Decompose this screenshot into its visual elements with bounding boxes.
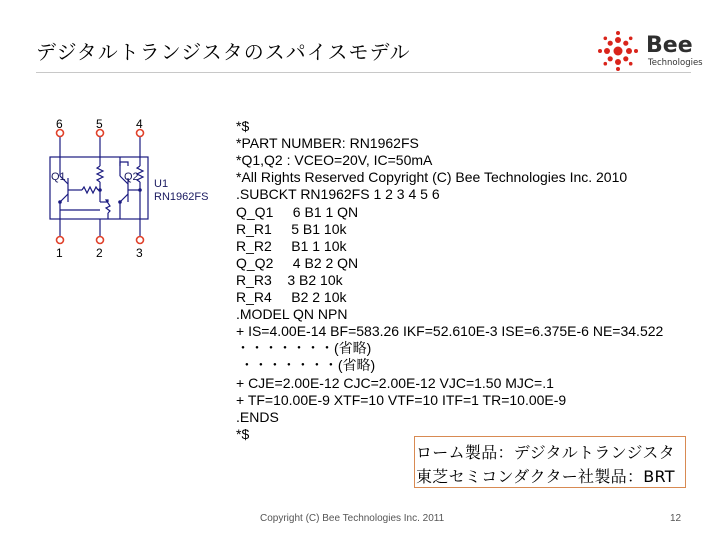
spice-line: .SUBCKT RN1962FS 1 2 3 4 5 6: [236, 186, 440, 203]
spice-line: *All Rights Reserved Copyright (C) Bee Technologies Inc. 2010: [236, 169, 628, 186]
spice-line: R_R1 5 B1 10k: [236, 220, 347, 237]
spice-line: .ENDS: [236, 408, 279, 425]
spice-line: R_R2 B1 1 10k: [236, 237, 347, 254]
slide-title: デジタルトランジスタのスパイスモデル: [36, 40, 411, 64]
spice-line: ・・・・・・・(省略): [236, 357, 376, 374]
pin-4-label: 4: [136, 117, 143, 131]
footer-copyright: Copyright (C) Bee Technologies Inc. 2011: [260, 513, 445, 524]
spice-line: Q_Q1 6 B1 1 QN: [236, 203, 359, 220]
q2-label: Q2: [124, 171, 139, 183]
part-number-label: RN1962FS: [154, 191, 209, 203]
note-line-rohm: ローム製品：デジタルトランジスタ: [416, 443, 675, 462]
ref-designator: U1: [154, 178, 169, 190]
spice-line: ・・・・・・・(省略): [236, 340, 372, 357]
spice-line: Q_Q2 4 B2 2 QN: [236, 254, 359, 271]
pin-2-label: 2: [96, 246, 103, 260]
spice-line: + IS=4.00E-14 BF=583.26 IKF=52.610E-3 ISE=6.375E-6 NE=34.522: [236, 323, 664, 340]
spice-line: *$: [236, 118, 250, 135]
spice-line: R_R4 B2 2 10k: [236, 289, 347, 306]
spice-model-listing: [236, 101, 663, 460]
schematic-diagram: [48, 114, 228, 264]
title-divider: [36, 72, 691, 73]
spice-line: *$: [236, 425, 250, 442]
logo-wordmark: Bee: [646, 33, 693, 58]
page-number: 12: [670, 513, 682, 524]
pin-5-label: 5: [96, 117, 103, 131]
spice-line: *Q1,Q2 : VCEO=20V, IC=50mA: [236, 152, 433, 169]
spice-line: *PART NUMBER: RN1962FS: [236, 135, 419, 152]
logo-subtitle: Technologies: [648, 58, 703, 68]
spice-line: + CJE=2.00E-12 CJC=2.00E-12 VJC=1.50 MJC=.1: [236, 374, 554, 391]
note-line-toshiba: 東芝セミコンダクター社製品：BRT: [416, 467, 675, 486]
spice-line: R_R3 3 B2 10k: [236, 271, 343, 288]
pin-6-label: 6: [56, 117, 63, 131]
q1-label: Q1: [51, 171, 66, 183]
pin-3-label: 3: [136, 246, 143, 260]
pin-1-label: 1: [56, 246, 63, 260]
spice-line: + TF=10.00E-9 XTF=10 VTF=10 ITF=1 TR=10.00E-9: [236, 391, 567, 408]
spice-line: .MODEL QN NPN: [236, 306, 348, 323]
